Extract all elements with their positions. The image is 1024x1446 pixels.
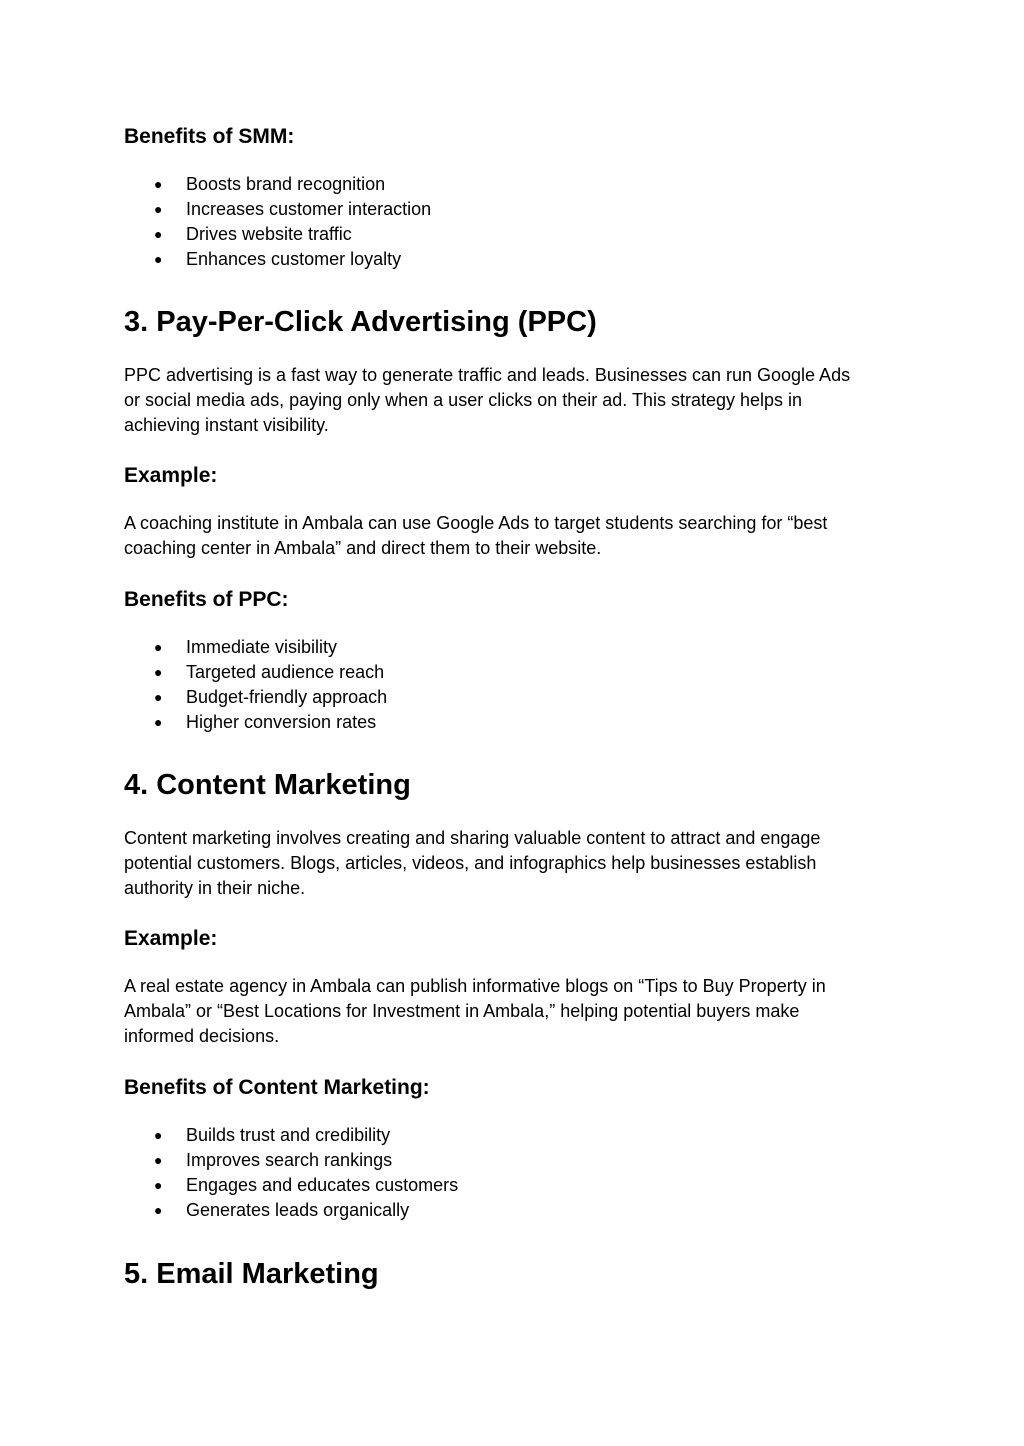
email-section-title: 5. Email Marketing <box>124 1258 379 1290</box>
paragraph-line: coaching center in Ambala” and direct them to their website. <box>124 538 602 558</box>
content-benefits-list <box>124 1123 458 1223</box>
list-item: ● Generates leads organically <box>124 1198 458 1223</box>
paragraph-line: or social media ads, paying only when a user clicks on their ad. This strategy helps in <box>124 390 803 410</box>
paragraph-line: potential customers. Blogs, articles, videos, and infographics help businesses establish <box>124 853 817 873</box>
list-item: ● Increases customer interaction <box>124 197 431 222</box>
content-section-title: 4. Content Marketing <box>124 769 411 801</box>
ppc-section-title: 3. Pay-Per-Click Advertising (PPC) <box>124 306 597 338</box>
list-item: ● Higher conversion rates <box>124 710 387 735</box>
ppc-example-heading: Example: <box>124 464 218 487</box>
paragraph-line: A coaching institute in Ambala can use Google Ads to target students searching for “best <box>124 513 828 533</box>
content-benefits-heading: Benefits of Content Marketing: <box>124 1076 430 1099</box>
list-item: ● Boosts brand recognition <box>124 172 431 197</box>
ppc-example-paragraph <box>124 511 904 561</box>
list-item: ● Enhances customer loyalty <box>124 247 431 272</box>
paragraph-line: informed decisions. <box>124 1026 280 1046</box>
paragraph-line: Content marketing involves creating and sharing valuable content to attract and engage <box>124 828 821 848</box>
ppc-benefits-heading: Benefits of PPC: <box>124 588 289 611</box>
list-item: ● Immediate visibility <box>124 635 387 660</box>
list-item: ● Engages and educates customers <box>124 1173 458 1198</box>
list-item: ● Budget-friendly approach <box>124 685 387 710</box>
paragraph-line: Ambala” or “Best Locations for Investment in Ambala,” helping potential buyers make <box>124 1001 800 1021</box>
ppc-intro-paragraph <box>124 363 904 438</box>
paragraph-line: achieving instant visibility. <box>124 415 329 435</box>
paragraph-line: A real estate agency in Ambala can publish informative blogs on “Tips to Buy Property in <box>124 976 826 996</box>
content-example-heading: Example: <box>124 927 218 950</box>
paragraph-line: PPC advertising is a fast way to generate traffic and leads. Businesses can run Google Ads <box>124 365 851 385</box>
paragraph-line: authority in their niche. <box>124 878 306 898</box>
content-example-paragraph <box>124 974 904 1049</box>
list-item: ● Builds trust and credibility <box>124 1123 458 1148</box>
smm-benefits-heading: Benefits of SMM: <box>124 125 295 148</box>
ppc-benefits-list <box>124 635 387 735</box>
smm-benefits-list <box>124 172 431 272</box>
list-item: ● Drives website traffic <box>124 222 431 247</box>
list-item: ● Improves search rankings <box>124 1148 458 1173</box>
content-intro-paragraph <box>124 826 904 901</box>
list-item: ● Targeted audience reach <box>124 660 387 685</box>
